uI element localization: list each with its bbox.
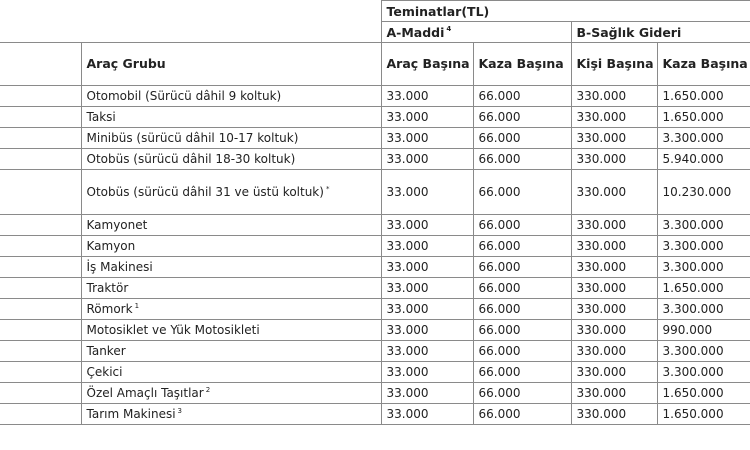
vehicle-group-label: Minibüs (sürücü dâhil 10-17 koltuk) — [86, 131, 299, 145]
kisi-basina-cell: 330.000 — [571, 320, 657, 341]
row-left-blank — [0, 257, 81, 278]
kaza-basina-a-cell: 66.000 — [473, 320, 571, 341]
arac-basina-cell: 33.000 — [381, 215, 473, 236]
row-left-blank — [0, 86, 81, 107]
vehicle-group-label: Motosiklet ve Yük Motosikleti — [86, 323, 260, 337]
vehicle-group-label: İş Makinesi — [86, 260, 153, 274]
kaza-basina-b-cell: 3.300.000 — [657, 257, 750, 278]
kaza-basina-b-cell: 1.650.000 — [657, 278, 750, 299]
row-left-blank — [0, 215, 81, 236]
table-row — [0, 341, 750, 362]
table-row — [0, 362, 750, 383]
arac-basina-cell: 33.000 — [381, 299, 473, 320]
header-row-3 — [0, 43, 750, 86]
vehicle-group-label: Otobüs (sürücü dâhil 31 ve üstü koltuk) — [86, 185, 324, 199]
vehicle-group-cell — [81, 383, 381, 404]
header-row-1 — [0, 1, 750, 22]
vehicle-group-label: Çekici — [86, 365, 123, 379]
kaza-basina-b-cell: 990.000 — [657, 320, 750, 341]
vehicle-group-label: Otobüs (sürücü dâhil 18-30 koltuk) — [86, 152, 296, 166]
arac-basina-cell: 33.000 — [381, 341, 473, 362]
kaza-basina-b-cell: 1.650.000 — [657, 107, 750, 128]
vehicle-group-label: Kamyon — [86, 239, 136, 253]
vehicle-group-label: Kamyonet — [86, 218, 148, 232]
table-row — [0, 149, 750, 170]
table-row — [0, 257, 750, 278]
header-kisi-basina: Kişi Başına — [571, 43, 657, 86]
footnote-marker: 3 — [177, 407, 183, 415]
arac-basina-cell: 33.000 — [381, 86, 473, 107]
arac-basina-cell: 33.000 — [381, 383, 473, 404]
arac-basina-cell: 33.000 — [381, 149, 473, 170]
kaza-basina-a-cell: 66.000 — [473, 86, 571, 107]
footnote-marker: * — [325, 185, 330, 193]
kisi-basina-cell: 330.000 — [571, 236, 657, 257]
vehicle-group-label: Traktör — [86, 281, 129, 295]
vehicle-group-cell — [81, 170, 381, 215]
table-row — [0, 299, 750, 320]
header-arac-grubu: Araç Grubu — [81, 43, 381, 86]
row-left-blank — [0, 236, 81, 257]
kaza-basina-b-cell: 3.300.000 — [657, 128, 750, 149]
row-left-blank — [0, 383, 81, 404]
row-left-blank — [0, 299, 81, 320]
row-left-blank — [0, 149, 81, 170]
kaza-basina-a-cell: 66.000 — [473, 128, 571, 149]
row-left-blank — [0, 128, 81, 149]
row-left-blank — [0, 278, 81, 299]
vehicle-group-cell — [81, 278, 381, 299]
kaza-basina-b-cell: 10.230.000 — [657, 170, 750, 215]
kaza-basina-a-cell: 66.000 — [473, 404, 571, 425]
header-kaza-basina-a: Kaza Başına — [473, 43, 571, 86]
vehicle-group-cell — [81, 299, 381, 320]
header-a-maddi-label: A-Maddi — [386, 24, 445, 40]
vehicle-group-cell — [81, 86, 381, 107]
vehicle-group-cell — [81, 236, 381, 257]
kaza-basina-a-cell: 66.000 — [473, 299, 571, 320]
vehicle-group-cell — [81, 404, 381, 425]
header-empty-cell — [0, 1, 381, 43]
vehicle-group-label: Taksi — [86, 110, 116, 124]
arac-basina-cell: 33.000 — [381, 362, 473, 383]
table-row — [0, 128, 750, 149]
kisi-basina-cell: 330.000 — [571, 107, 657, 128]
table-row — [0, 107, 750, 128]
kaza-basina-b-cell: 1.650.000 — [657, 383, 750, 404]
kisi-basina-cell: 330.000 — [571, 383, 657, 404]
row-left-blank — [0, 170, 81, 215]
row-left-blank — [0, 341, 81, 362]
arac-basina-cell: 33.000 — [381, 320, 473, 341]
table-row — [0, 383, 750, 404]
arac-basina-cell: 33.000 — [381, 128, 473, 149]
vehicle-group-cell — [81, 341, 381, 362]
kaza-basina-a-cell: 66.000 — [473, 362, 571, 383]
row-left-blank — [0, 320, 81, 341]
table-row — [0, 278, 750, 299]
vehicle-group-cell — [81, 215, 381, 236]
vehicle-group-cell — [81, 257, 381, 278]
kaza-basina-b-cell: 3.300.000 — [657, 362, 750, 383]
table-body — [0, 86, 750, 425]
kaza-basina-a-cell: 66.000 — [473, 170, 571, 215]
kaza-basina-b-cell: 5.940.000 — [657, 149, 750, 170]
footnote-marker: 2 — [205, 386, 211, 394]
kaza-basina-a-cell: 66.000 — [473, 341, 571, 362]
table-row — [0, 236, 750, 257]
vehicle-group-cell — [81, 128, 381, 149]
kisi-basina-cell: 330.000 — [571, 86, 657, 107]
header-a-maddi — [381, 22, 571, 43]
arac-basina-cell: 33.000 — [381, 278, 473, 299]
kisi-basina-cell: 330.000 — [571, 278, 657, 299]
kaza-basina-a-cell: 66.000 — [473, 278, 571, 299]
kaza-basina-b-cell: 1.650.000 — [657, 86, 750, 107]
arac-basina-cell: 33.000 — [381, 404, 473, 425]
header-b-saglik: B-Sağlık Gideri — [571, 22, 750, 43]
table-row — [0, 404, 750, 425]
kisi-basina-cell: 330.000 — [571, 215, 657, 236]
kisi-basina-cell: 330.000 — [571, 341, 657, 362]
vehicle-group-label: Römork — [86, 302, 133, 316]
header-arac-basina: Araç Başına — [381, 43, 473, 86]
kisi-basina-cell: 330.000 — [571, 128, 657, 149]
arac-basina-cell: 33.000 — [381, 257, 473, 278]
header-teminatlar: Teminatlar(TL) — [381, 1, 750, 22]
kaza-basina-b-cell: 1.650.000 — [657, 404, 750, 425]
vehicle-group-label: Tanker — [86, 344, 126, 358]
vehicle-group-cell — [81, 107, 381, 128]
footnote-marker: 1 — [134, 302, 140, 310]
kaza-basina-b-cell: 3.300.000 — [657, 215, 750, 236]
table-row — [0, 170, 750, 215]
vehicle-group-cell — [81, 320, 381, 341]
row-left-blank — [0, 107, 81, 128]
vehicle-group-label: Otomobil (Sürücü dâhil 9 koltuk) — [86, 89, 282, 103]
header-left-blank — [0, 43, 81, 86]
row-left-blank — [0, 362, 81, 383]
vehicle-group-label: Tarım Makinesi — [86, 407, 176, 421]
arac-basina-cell: 33.000 — [381, 170, 473, 215]
row-left-blank — [0, 404, 81, 425]
table-row — [0, 215, 750, 236]
vehicle-group-label: Özel Amaçlı Taşıtlar — [86, 386, 204, 400]
kaza-basina-a-cell: 66.000 — [473, 257, 571, 278]
kisi-basina-cell: 330.000 — [571, 170, 657, 215]
kisi-basina-cell: 330.000 — [571, 299, 657, 320]
vehicle-group-cell — [81, 362, 381, 383]
kisi-basina-cell: 330.000 — [571, 404, 657, 425]
kaza-basina-a-cell: 66.000 — [473, 107, 571, 128]
kaza-basina-a-cell: 66.000 — [473, 236, 571, 257]
kaza-basina-b-cell: 3.300.000 — [657, 341, 750, 362]
kaza-basina-a-cell: 66.000 — [473, 149, 571, 170]
kaza-basina-b-cell: 3.300.000 — [657, 299, 750, 320]
header-a-maddi-sup: 4 — [446, 25, 452, 34]
kisi-basina-cell: 330.000 — [571, 149, 657, 170]
arac-basina-cell: 33.000 — [381, 107, 473, 128]
table-row — [0, 320, 750, 341]
table-row — [0, 86, 750, 107]
arac-basina-cell: 33.000 — [381, 236, 473, 257]
vehicle-group-cell — [81, 149, 381, 170]
header-kaza-basina-b: Kaza Başına — [657, 43, 750, 86]
kaza-basina-b-cell: 3.300.000 — [657, 236, 750, 257]
kaza-basina-a-cell: 66.000 — [473, 383, 571, 404]
kisi-basina-cell: 330.000 — [571, 362, 657, 383]
kisi-basina-cell: 330.000 — [571, 257, 657, 278]
kaza-basina-a-cell: 66.000 — [473, 215, 571, 236]
